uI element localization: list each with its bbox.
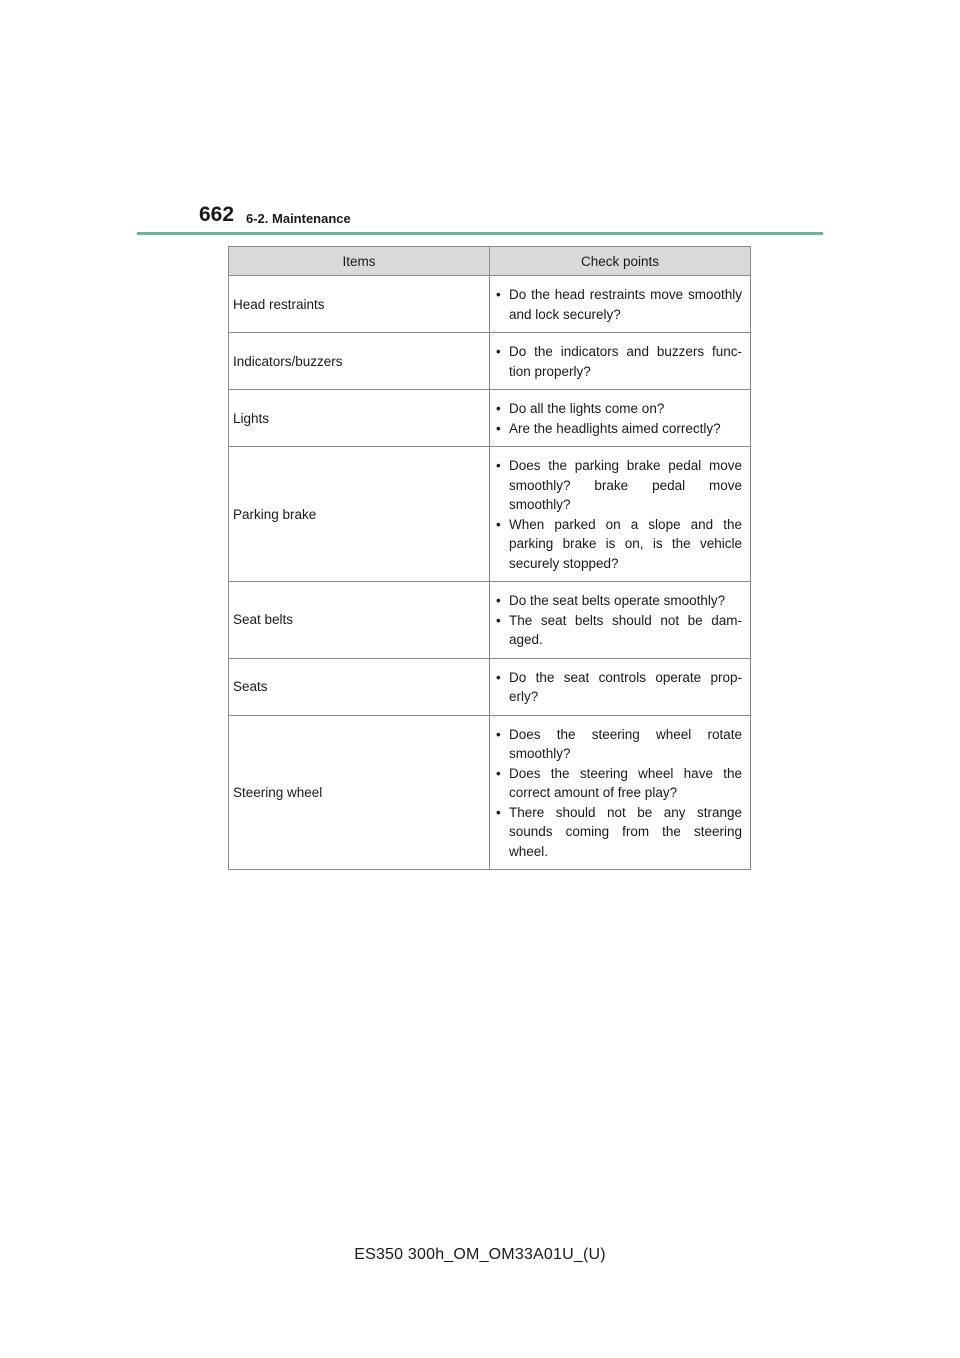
check-points-list <box>494 285 742 324</box>
column-header-items: Items <box>229 247 490 276</box>
check-point: • Do all the lights come on? <box>494 399 742 419</box>
document-code-footer: ES350 300h_OM_OM33A01U_(U) <box>354 1246 606 1263</box>
column-header-check-points: Check points <box>490 247 751 276</box>
check-point: • Do the indicators and buzzers func-tion properly? <box>494 342 742 381</box>
check-point: • Does the steering wheel have the correct amount of free play? <box>494 764 742 803</box>
check-points-cell <box>490 333 751 390</box>
check-point: • The seat belts should not be dam-aged. <box>494 611 742 650</box>
item-cell: Head restraints <box>229 276 490 333</box>
table-header-row <box>229 247 751 276</box>
check-points-list <box>494 342 742 381</box>
table-row <box>229 447 751 582</box>
item-cell: Lights <box>229 390 490 447</box>
table-row <box>229 715 751 870</box>
table-row <box>229 333 751 390</box>
item-cell: Seat belts <box>229 582 490 659</box>
check-points-cell <box>490 447 751 582</box>
item-cell: Steering wheel <box>229 715 490 870</box>
check-point: • Are the headlights aimed correctly? <box>494 419 742 439</box>
check-points-list <box>494 668 742 707</box>
check-points-cell <box>490 390 751 447</box>
table-row <box>229 582 751 659</box>
check-points-list <box>494 456 742 573</box>
check-points-cell <box>490 658 751 715</box>
table-row <box>229 390 751 447</box>
page-number: 662 <box>199 203 235 226</box>
check-point: • When parked on a slope and the parking brake is on, is the vehicle securely stopped? <box>494 515 742 574</box>
item-cell: Seats <box>229 658 490 715</box>
check-points-list <box>494 725 742 862</box>
section-title: 6-2. Maintenance <box>246 211 351 226</box>
check-point: • Does the steering wheel rotate smoothly? <box>494 725 742 764</box>
item-cell: Parking brake <box>229 447 490 582</box>
check-point: • There should not be any strange sounds coming from the steering wheel. <box>494 803 742 862</box>
check-points-list <box>494 399 742 438</box>
table-row <box>229 276 751 333</box>
table-row <box>229 658 751 715</box>
check-point: • Do the head restraints move smoothly and lock securely? <box>494 285 742 324</box>
header-divider <box>137 232 823 235</box>
item-cell: Indicators/buzzers <box>229 333 490 390</box>
maintenance-check-table <box>228 246 751 870</box>
check-points-cell <box>490 715 751 870</box>
check-points-cell <box>490 276 751 333</box>
check-point: • Does the parking brake pedal move smoothly? brake pedal move smoothly? <box>494 456 742 515</box>
check-point: • Do the seat controls operate prop-erly? <box>494 668 742 707</box>
check-points-cell <box>490 582 751 659</box>
check-point: • Do the seat belts operate smoothly? <box>494 591 742 611</box>
check-points-list <box>494 591 742 650</box>
